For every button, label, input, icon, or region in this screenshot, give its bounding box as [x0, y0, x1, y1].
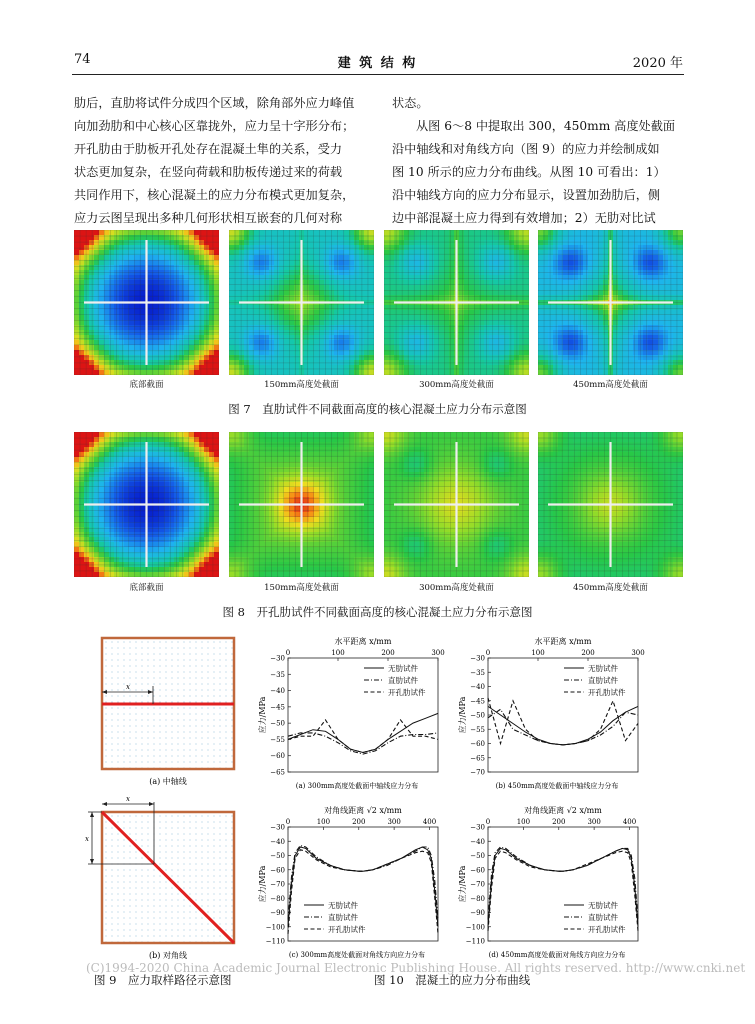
plot-frame — [488, 827, 638, 941]
text-line: 肋后，直肋将试件分成四个区域，除角部外应力峰值 — [74, 96, 355, 110]
text-line: 开孔肋由于肋板开孔处存在混凝土隼的关系，受力 — [74, 142, 343, 156]
fig10a-chart — [256, 634, 452, 794]
text-line: 沿中轴线方向的应力分布显示，设置加劲肋后，侧 — [392, 188, 661, 202]
y-tick-label: −40 — [270, 837, 285, 846]
y-tick-label: −50 — [270, 852, 285, 860]
journal-title: 建 筑 结 构 — [337, 56, 418, 71]
text-line: 沿中轴线和对角线方向（图 9）的应力并绘制成如 — [392, 142, 660, 156]
x-tick-label: 200 — [381, 649, 395, 657]
legend-label: 直肋试件 — [328, 913, 358, 922]
x-tick-label: 300 — [587, 818, 601, 826]
x-tick-label: 200 — [552, 818, 566, 826]
series-line-3 — [288, 720, 438, 753]
fig10-caption: 图 10 混凝土的应力分布曲线 — [374, 973, 531, 987]
text-line: 从图 6～8 中提取出 300，450mm 高度处截面 — [416, 119, 676, 133]
fig7-contour-bottom — [74, 230, 219, 375]
fig9-caption: 图 9 应力取样路径示意图 — [94, 973, 232, 987]
y-tick-label: −45 — [270, 703, 285, 712]
fig7-contour-150 — [229, 230, 374, 375]
x-axis-label: 水平距离 x/mm — [534, 637, 592, 646]
header-rule — [72, 74, 684, 75]
y-tick-label: −90 — [270, 909, 285, 917]
x-tick-label: 0 — [485, 649, 491, 657]
y-tick-label: −60 — [470, 866, 485, 875]
y-tick-label: −35 — [270, 670, 285, 679]
y-tick-label: −80 — [470, 894, 485, 903]
fig9b-x-symbol-left: x — [85, 835, 89, 843]
y-tick-label: −60 — [270, 752, 285, 761]
fig8-caption: 图 8 开孔肋试件不同截面高度的核心混凝土应力分布示意图 — [222, 605, 533, 619]
copyright-footer: (C)1994-2020 China Academic Journal Electronic Publishing House. All rights reserved. http://www.cnki.net — [86, 961, 746, 975]
text-line: 状态。 — [392, 96, 429, 110]
text-line: 向加劲肋和中心核心区靠拢外，应力呈十字形分布； — [74, 119, 355, 133]
y-tick-label: −100 — [265, 923, 285, 932]
series-line-2 — [488, 709, 638, 745]
y-axis-label: 应力/MPa — [458, 696, 467, 734]
legend-label: 无肋试件 — [588, 901, 618, 910]
fig7-caption: 图 7 直肋试件不同截面高度的核心混凝土应力分布示意图 — [228, 402, 527, 416]
y-tick-label: −60 — [470, 740, 485, 748]
y-tick-label: −70 — [470, 768, 485, 777]
fig8-contour-450 — [538, 432, 683, 577]
y-tick-label: −60 — [270, 866, 285, 875]
fig10b-chart — [456, 634, 652, 794]
y-tick-label: −70 — [270, 880, 285, 889]
y-tick-label: −30 — [470, 654, 485, 663]
subplot-caption: (c) 300mm高度处截面对角线方向应力分布 — [288, 951, 426, 959]
legend-label: 直肋试件 — [588, 676, 618, 685]
y-tick-label: −65 — [470, 754, 485, 763]
subplot-caption: (a) 300mm高度处截面中轴线应力分布 — [295, 782, 419, 790]
x-tick-label: 0 — [285, 818, 291, 826]
series-line-2 — [288, 846, 438, 920]
subplot-caption: (d) 450mm高度处截面对角线方向应力分布 — [488, 951, 626, 959]
x-tick-label: 100 — [516, 818, 531, 826]
fig9a-label: (a) 中轴线 — [149, 777, 187, 786]
y-tick-label: −35 — [470, 668, 485, 677]
y-tick-label: −40 — [270, 687, 285, 696]
fig9b-x-symbol-top: x — [126, 795, 130, 803]
text-line: 应力云图呈现出多种几何形状相互嵌套的几何对称 — [74, 211, 343, 225]
fig8-label-300: 300mm高度处截面 — [419, 583, 494, 593]
series-line-1 — [288, 847, 438, 927]
x-tick-label: 400 — [422, 818, 437, 826]
legend-label: 无肋试件 — [328, 901, 358, 910]
x-tick-label: 200 — [352, 818, 366, 826]
legend-label: 直肋试件 — [388, 676, 418, 685]
y-tick-label: −55 — [270, 735, 285, 744]
fig8-label-bottom: 底部截面 — [129, 583, 164, 593]
y-tick-label: −80 — [270, 894, 285, 903]
legend-label: 开孔肋试件 — [328, 925, 366, 934]
y-tick-label: −50 — [470, 711, 485, 720]
text-line: 状态更加复杂，在竖向荷载和肋板传递过来的荷载 — [74, 165, 343, 179]
legend-label: 开孔肋试件 — [388, 688, 426, 697]
x-axis-label: 对角线距离 √2 x/mm — [524, 806, 602, 815]
y-tick-label: −55 — [470, 725, 485, 734]
fig9b-label: (b) 对角线 — [149, 951, 187, 960]
x-tick-label: 200 — [581, 649, 595, 657]
y-tick-label: −30 — [270, 823, 285, 832]
y-tick-label: −40 — [470, 683, 485, 691]
fig8-label-450: 450mm高度处截面 — [573, 583, 648, 593]
fig7-label-450: 450mm高度处截面 — [573, 380, 648, 390]
legend-label: 开孔肋试件 — [588, 688, 626, 697]
y-tick-label: −30 — [270, 654, 285, 663]
y-axis-label: 应力/MPa — [258, 865, 267, 903]
fig7-label-bottom: 底部截面 — [129, 380, 164, 390]
x-tick-label: 100 — [531, 649, 545, 657]
fig8-contour-bottom — [74, 432, 219, 577]
y-tick-label: −40 — [470, 837, 485, 846]
y-axis-label: 应力/MPa — [258, 696, 267, 734]
fig8-label-150: 150mm高度处截面 — [264, 583, 339, 593]
y-tick-label: −65 — [270, 768, 285, 777]
text-line: 共同作用下，核心混凝土的应力分布模式更加复杂， — [74, 188, 355, 202]
y-tick-label: −90 — [470, 909, 485, 917]
text-column-right — [392, 92, 688, 230]
year: 2020 年 — [632, 56, 683, 71]
x-tick-label: 300 — [631, 649, 645, 657]
x-tick-label: 300 — [387, 818, 401, 826]
fig7-contour-450 — [538, 230, 683, 375]
y-axis-label: 应力/MPa — [458, 865, 467, 903]
x-tick-label: 100 — [316, 818, 331, 826]
y-tick-label: −100 — [465, 923, 485, 932]
x-tick-label: 0 — [485, 818, 491, 826]
text-line: 图 10 所示的应力分布曲线。从图 10 可看出：1） — [392, 165, 666, 179]
x-axis-label: 对角线距离 √2 x/mm — [324, 806, 402, 815]
legend-label: 无肋试件 — [388, 664, 418, 673]
fig9-diagrams — [80, 634, 250, 964]
y-tick-label: −45 — [470, 697, 485, 706]
x-tick-label: 400 — [622, 818, 637, 826]
text-line: 边中部混凝土应力得到有效增加；2）无肋对比试 — [392, 211, 656, 225]
text-column-left — [74, 92, 370, 230]
fig10d-chart — [456, 803, 652, 963]
fig8-contour-150 — [229, 432, 374, 577]
fig7-contour-300 — [384, 230, 529, 375]
y-tick-label: −70 — [470, 880, 485, 889]
subplot-caption: (b) 450mm高度处截面中轴线应力分布 — [495, 782, 619, 790]
fig7-label-300: 300mm高度处截面 — [419, 380, 494, 390]
x-tick-label: 100 — [331, 649, 345, 657]
plot-frame — [288, 827, 438, 941]
x-axis-label: 水平距离 x/mm — [334, 637, 392, 646]
y-tick-label: −110 — [265, 937, 285, 946]
y-tick-label: −50 — [270, 719, 285, 728]
series-line-3 — [288, 850, 438, 934]
x-tick-label: 300 — [431, 649, 445, 657]
y-tick-label: −50 — [470, 852, 485, 860]
y-tick-label: −30 — [470, 823, 485, 832]
fig9a-x-symbol: x — [126, 683, 130, 691]
fig7-label-150: 150mm高度处截面 — [264, 380, 339, 390]
fig8-contour-300 — [384, 432, 529, 577]
y-tick-label: −110 — [465, 937, 485, 946]
page-number: 74 — [74, 52, 91, 67]
legend-label: 无肋试件 — [588, 664, 618, 673]
legend-label: 开孔肋试件 — [588, 925, 626, 934]
fig10c-chart — [256, 803, 452, 963]
x-tick-label: 0 — [285, 649, 291, 657]
legend-label: 直肋试件 — [588, 913, 618, 922]
